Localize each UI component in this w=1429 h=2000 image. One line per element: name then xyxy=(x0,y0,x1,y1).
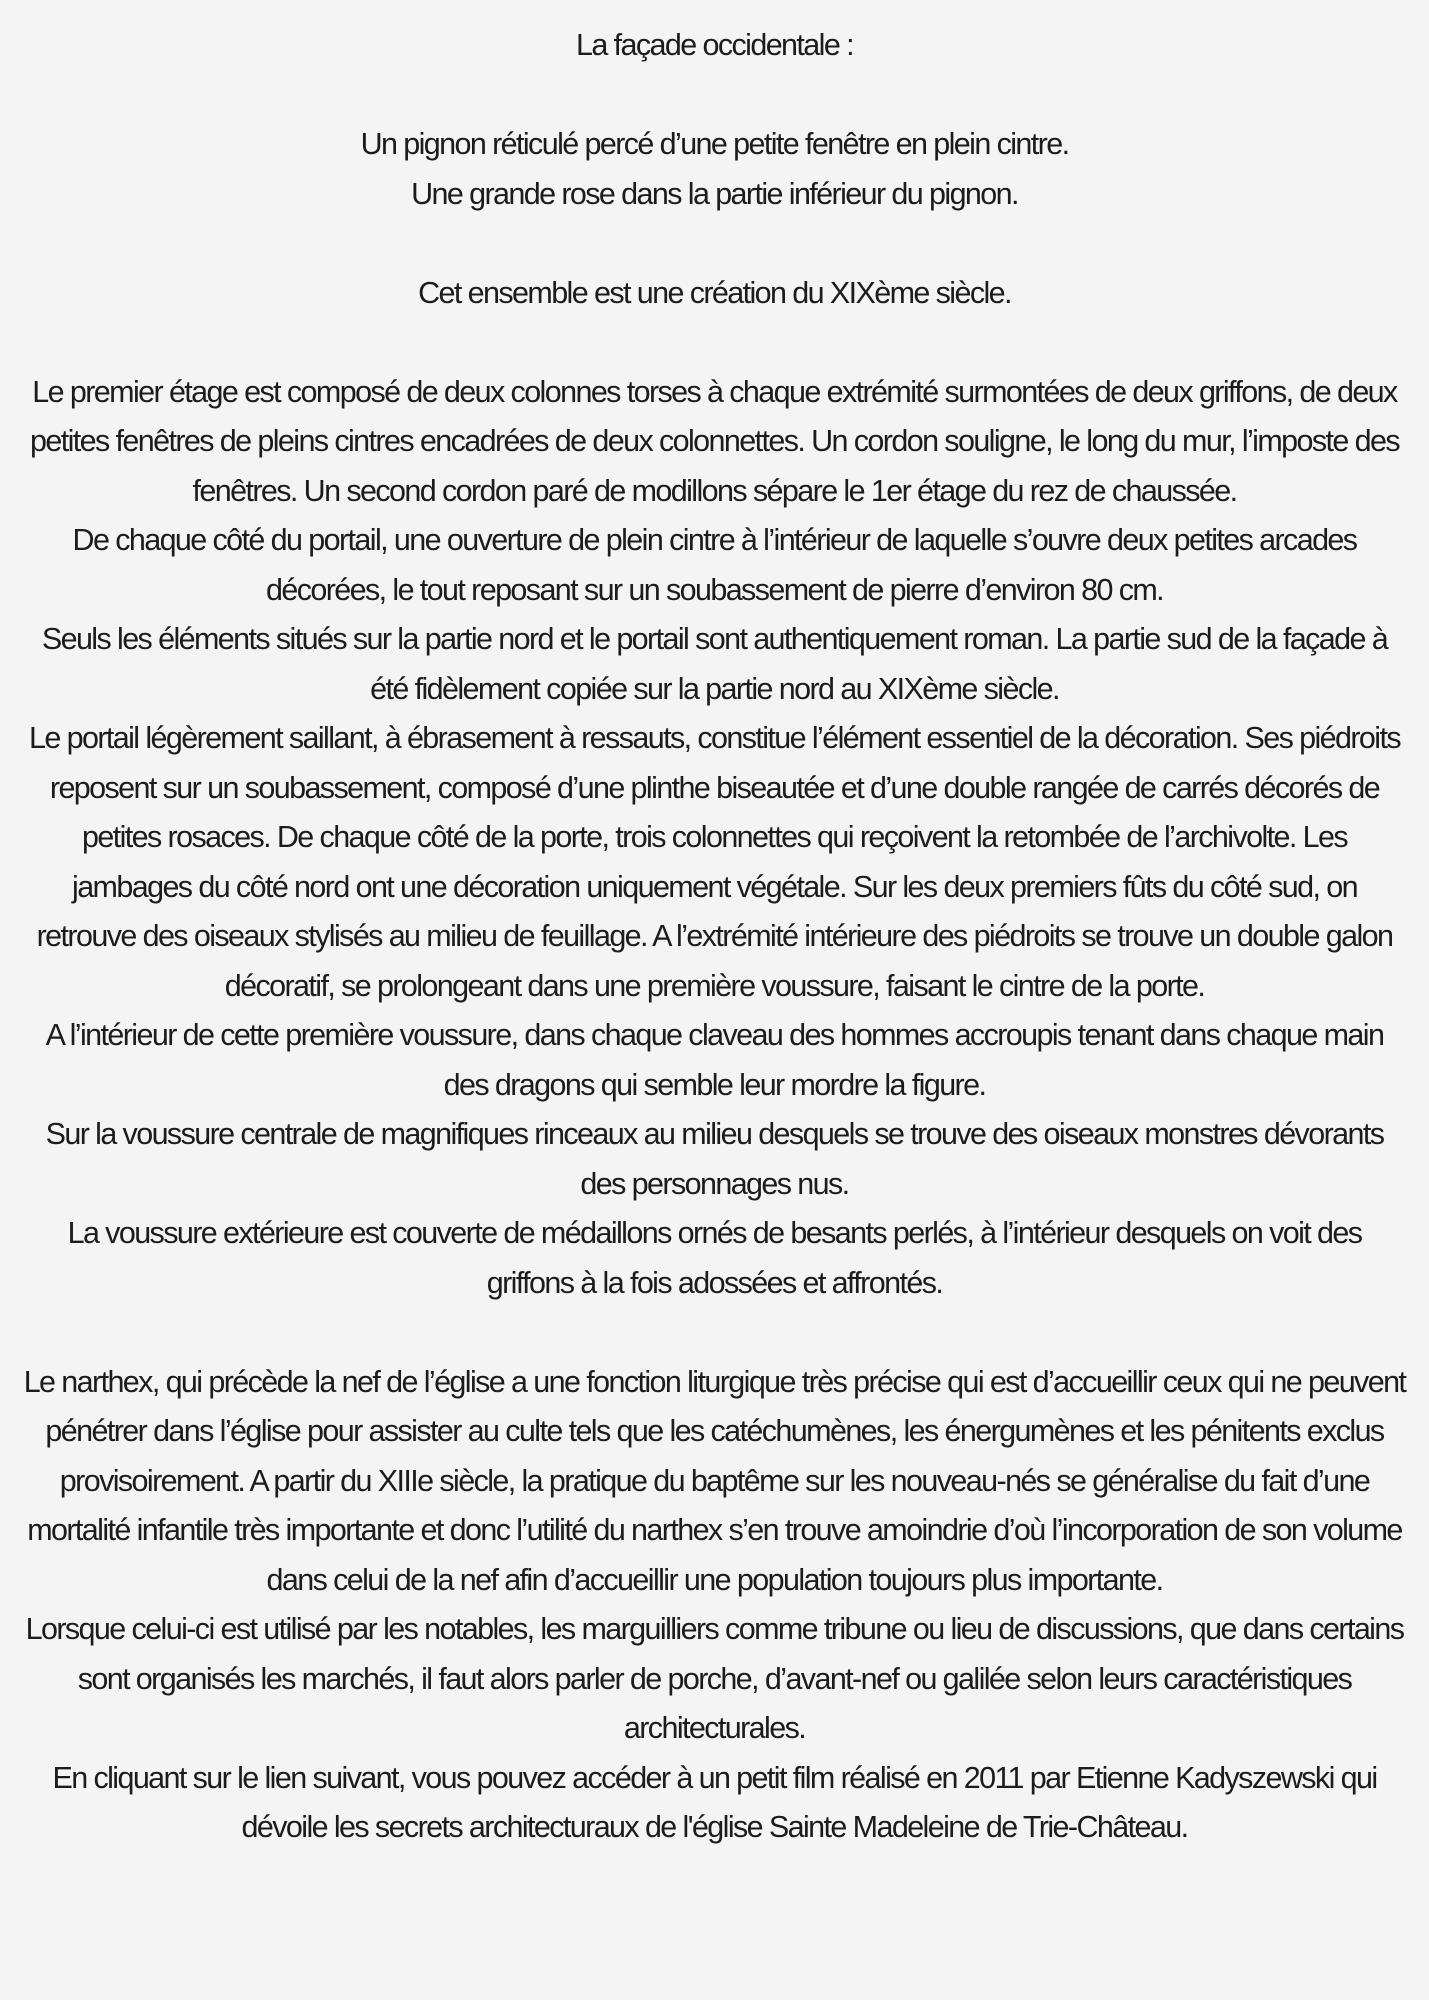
facade-paragraph: Sur la voussure centrale de magnifiques rinceaux au milieu desquels se trouve des oiseaux monstres dévorants des personnages nus. xyxy=(45,1117,1384,1201)
spacer xyxy=(22,219,1407,269)
spacer xyxy=(22,318,1407,368)
facade-paragraph: Le premier étage est composé de deux colonnes torses à chaque extrémité surmontées de deux griffons, de deux petites fenêtres de pleins cintres encadrées de deux colonnettes. Un cordon souligne, le long du mur, l’imposte des fenêtres. Un second cordon paré de modillons sépare le 1er étage du rez de chaussée. xyxy=(29,374,1400,508)
intro-line: Une grande rose dans la partie inférieur du pignon. xyxy=(411,176,1018,211)
narthex-paragraph: Lorsque celui-ci est utilisé par les notables, les marguilliers comme tribune ou lieu de discussions, que dans certains sont organisés les marchés, il faut alors parler de porche, d’avant-nef ou galilée selon leurs caractéristiques architecturales. xyxy=(25,1612,1404,1745)
section-title: La façade occidentale : xyxy=(576,28,853,62)
facade-paragraph: Seuls les éléments situés sur la partie nord et le portail sont authentiquement roman. La partie sud de la façade à été fidèlement copiée sur la partie nord au XIXème siècle. xyxy=(41,622,1388,706)
document-body xyxy=(22,21,1407,1853)
intro-line: Un pignon réticulé percé d’une petite fenêtre en plein cintre. xyxy=(360,127,1069,161)
narthex-paragraph: Le narthex, qui précède la nef de l’église a une fonction liturgique très précise qui est d’accueillir ceux qui ne peuvent pénétrer dans l’église pour assister au culte tels que les catéchumènes, les énergumènes et les pénitents exclus provisoirement. A partir du XIIIe siècle, la pratique du baptême sur les nouveau-nés se généralise du fait d’une mortalité infantile très importante et donc l’utilité du narthex s’en trouve amoindrie d’où l’incorporation de son volume dans celui de la nef afin d’accueillir une population toujours plus importante. xyxy=(23,1364,1406,1597)
spacer xyxy=(22,1308,1407,1358)
facade-paragraph: Le portail légèrement saillant, à ébrasement à ressauts, constitue l’élément essentiel de la décoration. Ses piédroits reposent sur un soubassement, composé d’une plinthe biseautée et d’une double rangée de carrés décorés de petites rosaces. De chaque côté de la porte, trois colonnettes qui reçoivent la retombée de l’archivolte. Les jambages du côté nord ont une décoration uniquement végétale. Sur les deux premiers fûts du côté sud, on retrouve des oiseaux stylisés au milieu de feuillage. A l’extrémité intérieure des piédroits se trouve un double galon décoratif, se prolongeant dans une première voussure, faisant le cintre de la porte. xyxy=(29,721,1400,1003)
facade-paragraph: A l’intérieur de cette première voussure, dans chaque claveau des hommes accroupis tenant dans chaque main des dragons qui semble leur mordre la figure. xyxy=(45,1018,1384,1102)
spacer xyxy=(22,71,1407,121)
creation-note: Cet ensemble est une création du XIXème siècle. xyxy=(418,275,1011,310)
facade-paragraph: La voussure extérieure est couverte de médaillons ornés de besants perlés, à l’intérieur desquels on voit des griffons à la fois adossées et affrontés. xyxy=(67,1216,1362,1300)
facade-paragraph: De chaque côté du portail, une ouverture de plein cintre à l’intérieur de laquelle s’ouvre deux petites arcades décorées, le tout reposant sur un soubassement de pierre d’environ 80 cm. xyxy=(72,523,1357,607)
narthex-paragraph: En cliquant sur le lien suivant, vous pouvez accéder à un petit film réalisé en 2011 par Etienne Kadyszewski qui dévoile les secrets architecturaux de l'église Sainte Madeleine de Trie-Château. xyxy=(52,1760,1377,1844)
